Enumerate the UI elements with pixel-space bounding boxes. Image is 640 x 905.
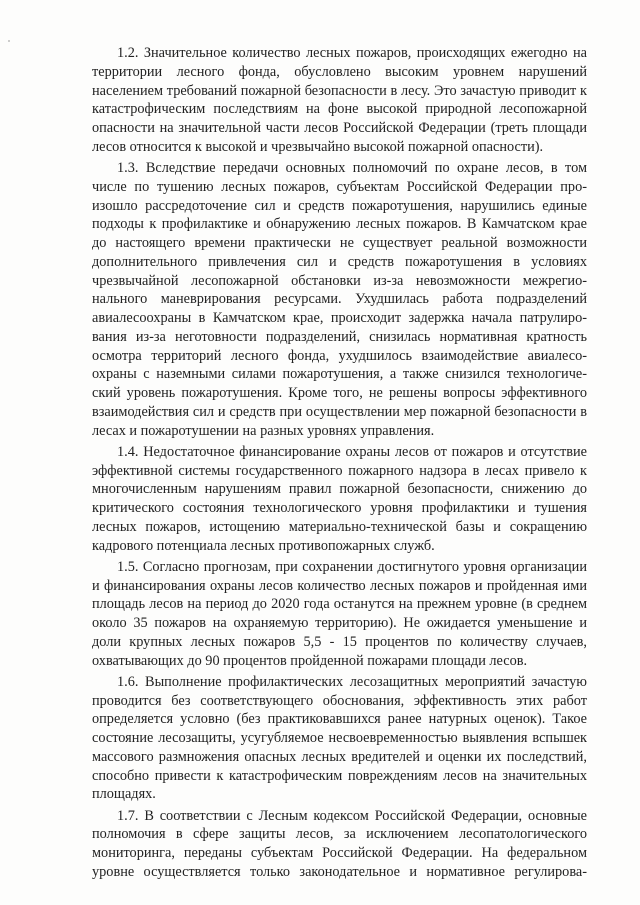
document-body [92,44,587,884]
paragraph-1-2: 1.2. Значительное количество лесных пожаров, происходящих ежегодно на территории лесного фонда, обусловлено высоким уровнем нарушений населением требований пожарной безопасности в лесу. Это зачастую приводит к катастрофическим последствиям на фоне высокой природной лесопожарной опасности на значительной части лесов Российской Федерации (треть площади лесов относится к высокой и чрезвычайно высокой пожарной опасности). [92,45,587,155]
paragraph-1-7: 1.7. В соответствии с Лесным кодексом Российской Федерации, основные полномочия в сфере защиты лесов, за исключением лесопатологического мониторинга, переданы субъектам Российской Федерации. На федеральном уровне осуществляется только законодательное и нормативное регулирова- [92,807,587,880]
paragraph-1-4: 1.4. Недостаточное финансирование охраны лесов от пожаров и отсутствие эффективной системы государственного пожарного надзора в лесах привело к многочисленным нарушениям правил пожарной безопасности, снижению до критического состояния технологического уровня профилактики и тушения лесных пожаров, истощению материально-технической базы и сокращению кадрового потенциала лесных противопожарных служб. [92,443,587,554]
paragraph-1-3: 1.3. Вследствие передачи основных полномочий по охране лесов, в том числе по тушению лесных пожаров, субъектам Российской Федерации произошло рассредоточение сил и средств пожаротушения, нарушились единые подходы к профилактике и обнаружению лесных пожаров. В Камчатском крае до настоящего времени практически не существует реальной возможности дополнительного привлечения сил и средств пожаротушения в условиях чрезвычайной лесопожарной обстановки из-за невозможности межрегионального маневрирования ресурсами. Ухудшилась работа подразделений авиалесоохраны в Камчатском крае, происходит задержка начала патрулирования из-за неготовности подразделений, снизилась нормативная кратность осмотра территорий лесного фонда, ухудшилось взаимодействие авиалесоохраны с наземными силами пожаротушения, а также снизился технологический уровень пожаротушения. Кроме того, не решены вопросы эффективного взаимодействия сил и средств при осуществлении мер пожарной безопасности в лесах и пожаротушении на разных уровнях управления. [92,160,587,439]
paragraph-1-5: 1.5. Согласно прогнозам, при сохранении достигнутого уровня организации и финансирования охраны лесов количество лесных пожаров и пройденная ими площадь лесов на период до 2020 года останутся на прежнем уровне (в среднем около 35 пожаров на охраняемую территорию). Не ожидается уменьшение и доли крупных лесных пожаров 5,5 - 15 процентов по количеству случаев, охватывающих до 90 процентов пройденной пожарами площади лесов. [92,558,587,669]
scan-speck [8,40,10,42]
paragraph-1-6: 1.6. Выполнение профилактических лесозащитных мероприятий зачастую проводится без соответствующего обоснования, эффективность этих работ определяется условно (без практиковавшихся ранее натурных оценок). Такое состояние лесозащиты, усугубляемое несвоевременностью выявления вспышек массового размножения опасных лесных вредителей и оценки их последствий, способно привести к катастрофическим повреждениям лесов на значительных площадях. [92,673,587,803]
